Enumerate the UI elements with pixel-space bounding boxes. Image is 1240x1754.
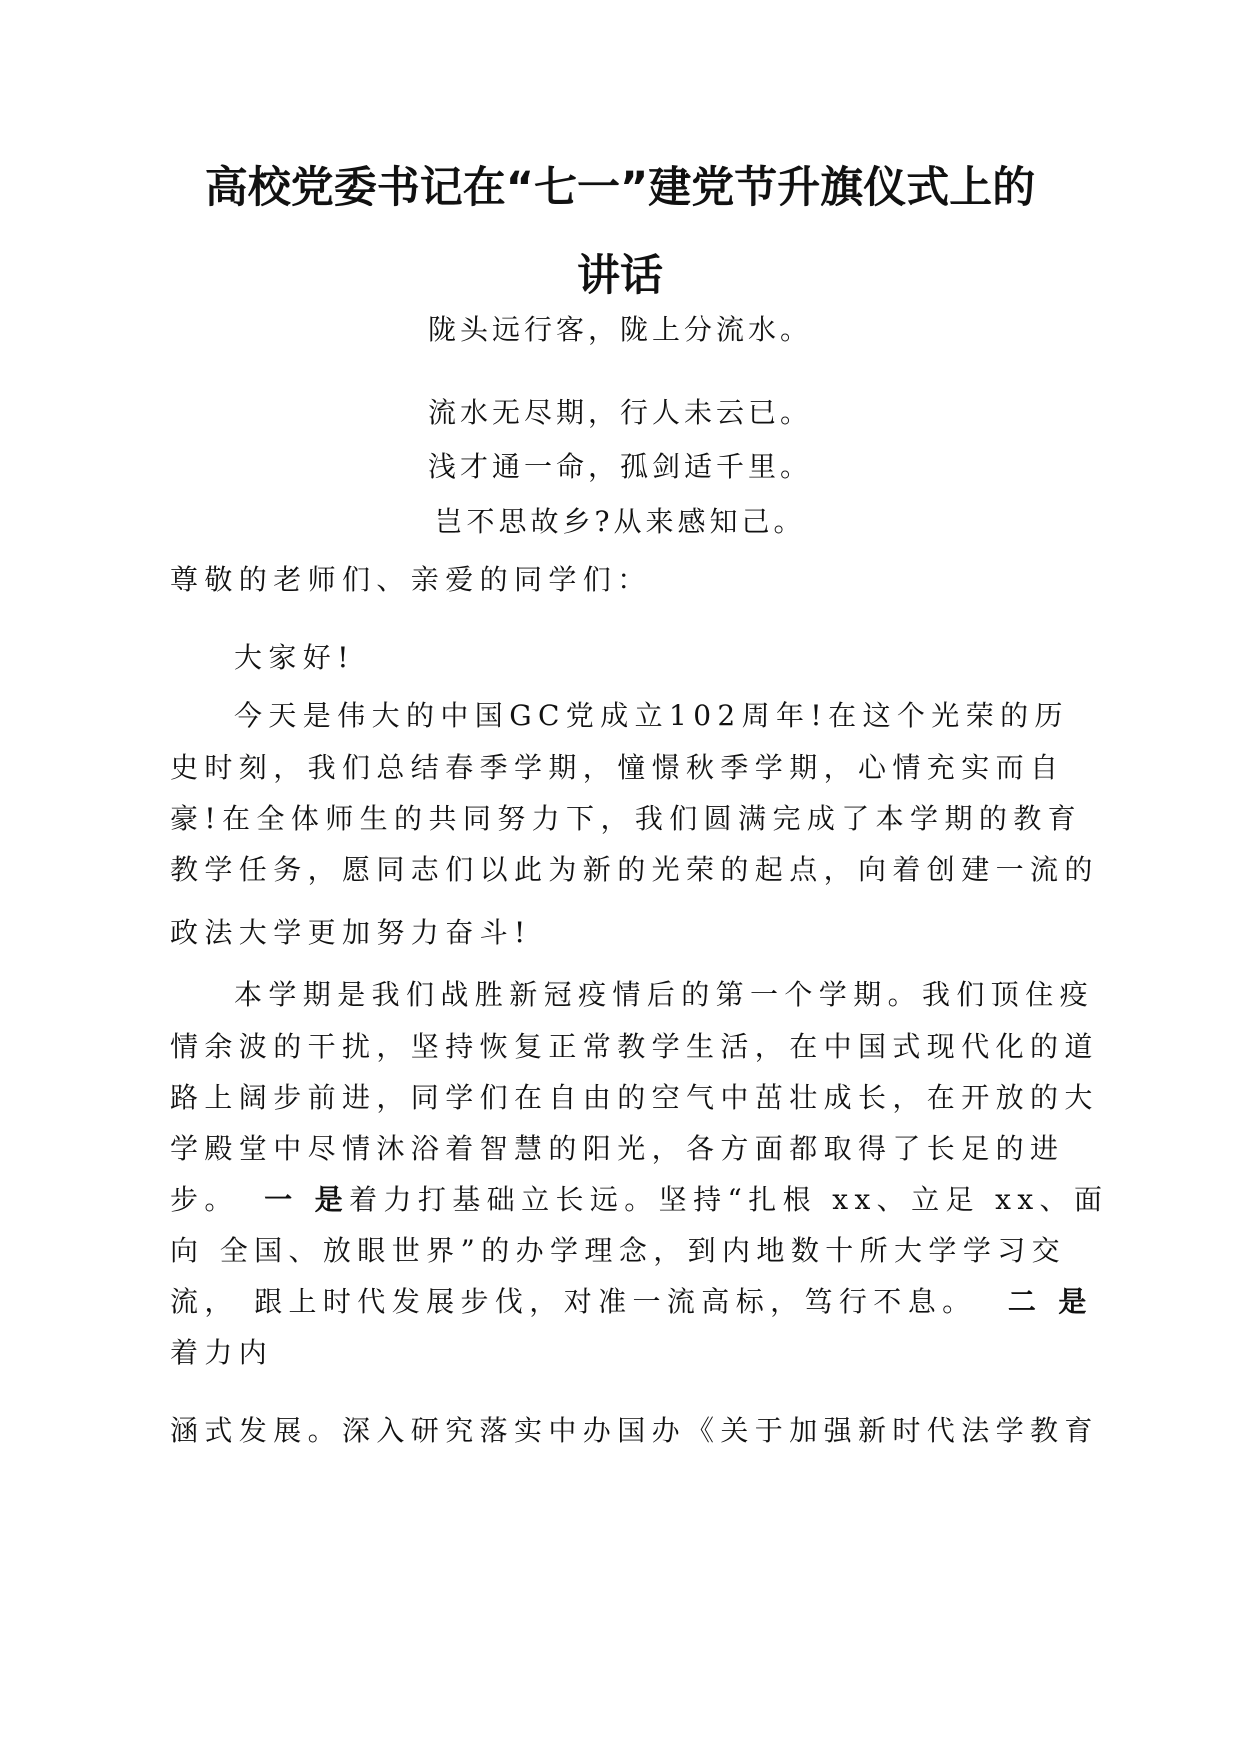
emphasis-text: 一 是 (264, 1183, 350, 1216)
paragraph-line: 政法大学更加努力奋斗! (170, 916, 532, 949)
paragraph-line: 本学期是我们战胜新冠疫情后的第一个学期。我们顶住疫 (234, 978, 1095, 1011)
greeting: 大家好! (234, 641, 355, 674)
paragraph-line (170, 1180, 1108, 1220)
poem-line: 浅才通一命，孤剑适千里。 (427, 450, 812, 483)
poem-line: 陇头远行客，陇上分流水。 (427, 313, 812, 346)
paragraph-line: 路上阔步前进，同学们在自由的空气中茁壮成长，在开放的大 (170, 1081, 1099, 1114)
paragraph-line: 史时刻，我们总结春季学期，憧憬秋季学期，心情充实而自 (170, 751, 1065, 784)
paragraph-line: 情余波的干扰，坚持恢复正常教学生活，在中国式现代化的道 (170, 1030, 1099, 1063)
paragraph-line: 豪!在全体师生的共同努力下，我们圆满完成了本学期的教育 (170, 802, 1083, 835)
emphasis-text: 二 是 (1007, 1285, 1093, 1318)
paragraph-line: 今天是伟大的中国GC党成立102周年!在这个光荣的历 (234, 699, 1069, 732)
poem-line: 流水无尽期，行人未云已。 (427, 396, 812, 429)
paragraph-line: 涵式发展。深入研究落实中办国办《关于加强新时代法学教育 (170, 1414, 1099, 1447)
paragraph-line: 教学任务，愿同志们以此为新的光荣的起点，向着创建一流的 (170, 853, 1099, 886)
line-text: 着力打基础立长远。坚持“扎根 xx、立足 xx、面 (349, 1183, 1109, 1216)
document-title-line-2: 讲话 (577, 251, 663, 301)
paragraph-line (170, 1282, 1093, 1322)
line-text: 流， 跟上时代发展步伐，对准一流高标，笃行不息。 (170, 1285, 977, 1318)
paragraph-line: 向 全国、放眼世界”的办学理念，到内地数十所大学学习交 (170, 1234, 1067, 1267)
paragraph-line: 着力内 (170, 1336, 274, 1369)
salutation: 尊敬的老师们、亲爱的同学们： (170, 563, 652, 596)
paragraph-line: 学殿堂中尽情沐浴着智慧的阳光，各方面都取得了长足的进 (170, 1132, 1065, 1165)
line-text: 步。 (170, 1183, 239, 1216)
poem-line: 岂不思故乡?从来感知己。 (434, 505, 806, 538)
document-title-line-1: 高校党委书记在“七一”建党节升旗仪式上的 (204, 163, 1036, 213)
